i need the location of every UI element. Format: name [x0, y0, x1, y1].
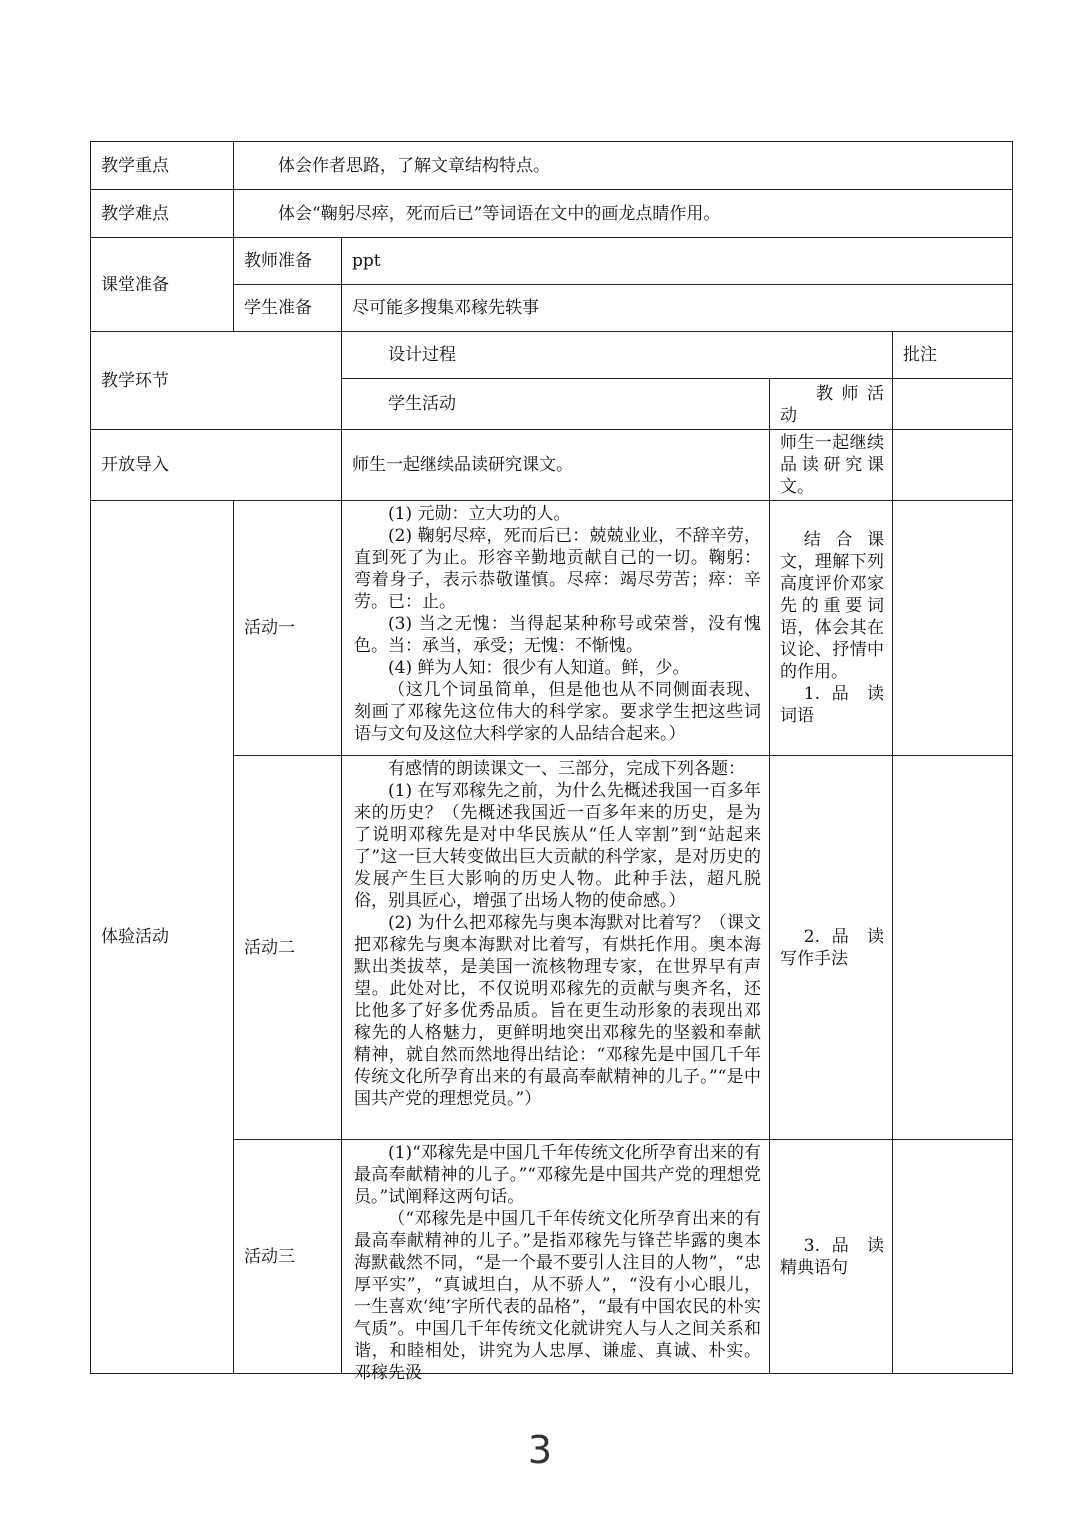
activity-2-line: 有感情的朗读课文一、三部分，完成下列各题：	[388, 759, 745, 779]
intro-label: 开放导入	[91, 430, 342, 501]
intro-student: 师生一起继续品读研究课文。	[342, 430, 770, 501]
focus-label: 教学重点	[91, 142, 234, 190]
activity-3-clip	[354, 1142, 761, 1383]
student-activity-label: 学生活动	[342, 379, 770, 430]
activity-1-label: 活动一	[234, 501, 342, 756]
page-number: 3	[527, 1428, 553, 1472]
note-empty-header	[893, 379, 1013, 430]
activity-1-note	[893, 501, 1013, 756]
prep-label: 课堂准备	[91, 238, 234, 332]
teacher-prep-label: 教师准备	[234, 238, 342, 285]
stage-label: 教学环节	[91, 332, 342, 430]
activity-1-line: （这几个词虽简单，但是他也从不同侧面表现、刻画了邓稼先这位伟大的科学家。要求学生把这些词语与文句及这位大科学家的人品结合起来。）	[354, 680, 761, 744]
activity-3-label: 活动三	[234, 1140, 342, 1374]
activity-3-line: (1)“邓稼先是中国几千年传统文化所孕育出来的有最高奉献精神的儿子。”“邓稼先是中国共产党的理想党员。”试阐释这两句话。	[354, 1143, 761, 1207]
student-prep-label: 学生准备	[234, 285, 342, 332]
lesson-plan-table	[90, 141, 1013, 1383]
activity-2-note	[893, 756, 1013, 1140]
activity-2-teacher	[770, 756, 893, 1140]
activity-1-line: (1) 元勋：立大功的人。	[388, 504, 571, 524]
intro-note	[893, 430, 1013, 501]
prep-teacher-row	[91, 238, 1013, 285]
intro-teacher: 师生一起继续品读研究课文。	[770, 430, 893, 501]
activity-1-line: (4) 鲜为人知：很少有人知道。鲜，少。	[388, 658, 690, 678]
activity-1-row	[91, 501, 1013, 756]
intro-row	[91, 430, 1013, 501]
activity-3-teacher-title: 3. 品 读 精典语句	[780, 1235, 884, 1278]
activity-3-teacher	[770, 1140, 893, 1374]
teacher-prep-value: ppt	[342, 238, 1013, 285]
activity-2-teacher-title: 2. 品 读 写作手法	[780, 926, 884, 969]
note-label: 批注	[893, 332, 1013, 379]
difficulty-content: 体会“鞠躬尽瘁，死而后已”等词语在文中的画龙点睛作用。	[234, 190, 1013, 238]
activity-1-content	[342, 501, 770, 756]
activity-2-line: (2) 为什么把邓稼先与奥本海默对比着写？（课文把邓稼先与奥本海默对比着写，有烘托作用。奥本海默出类拔萃，是美国一流核物理专家，在世界早有声望。此处对比，不仅说明邓稼先的贡献与奥齐名，还比他多了好多优秀品质。旨在更生动形象的表现出邓稼先的人格魅力，更鲜明地突出邓稼先的坚毅和奉献精神，就自然而然地得出结论：“邓稼先是中国几千年传统文化所孕育出来的有最高奉献精神的儿子。”“是中国共产党的理想党员。”）	[354, 913, 761, 1109]
activity-3-line: （“邓稼先是中国几千年传统文化所孕育出来的有最高奉献精神的儿子。”是指邓稼先与锋芒毕露的奥本海默截然不同，“是一个最不要引人注目的人物”，“忠厚平实”，“真诚坦白，从不骄人”，“没有小心眼儿，一生喜欢‘纯’字所代表的品格”，“最有中国农民的朴实气质”。中国几千年传统文化就讲究人与人之间关系和谐，和睦相处，讲究为人忠厚、谦虚、真诚、朴实。邓稼先汲	[354, 1209, 761, 1383]
activity-1-teacher-intro: 结 合 课 文，理解下列高度评价邓家先的重要词语，体会其在议论、抒情中的作用。	[780, 530, 884, 682]
activity-1-line: (3) 当之无愧：当得起某种称号或荣誉，没有愧色。当：承当，承受；无愧：不惭愧。	[354, 614, 761, 656]
experience-label: 体验活动	[91, 501, 234, 1374]
focus-row	[91, 142, 1013, 190]
teacher-activity-label	[770, 379, 893, 430]
activity-2-label: 活动二	[234, 756, 342, 1140]
activity-3-note	[893, 1140, 1013, 1374]
focus-content: 体会作者思路，了解文章结构特点。	[234, 142, 1013, 190]
activity-1-line: (2) 鞠躬尽瘁，死而后已：兢兢业业，不辞辛劳，直到死了为止。形容辛勤地贡献自己的一切。鞠躬：弯着身子，表示恭敬谨慎。尽瘁：竭尽劳苦；瘁：辛劳。已：止。	[354, 526, 761, 612]
activity-2-content	[342, 756, 770, 1140]
activity-1-teacher	[770, 501, 893, 756]
difficulty-row	[91, 190, 1013, 238]
difficulty-label: 教学难点	[91, 190, 234, 238]
student-prep-value: 尽可能多搜集邓稼先轶事	[342, 285, 1013, 332]
design-process-label: 设计过程	[342, 332, 893, 379]
activity-1-teacher-title: 1. 品 读 词语	[780, 684, 884, 726]
activity-2-line: (1) 在写邓稼先之前，为什么先概述我国一百多年来的历史？（先概述我国近一百多年来的历史，是为了说明邓稼先是对中华民族从“任人宰割”到“站起来了”这一巨大转变做出巨大贡献的科学家，是对历史的发展产生巨大影响的历史人物。此种手法，超凡脱俗，别具匠心，增强了出场人物的使命感。）	[354, 781, 761, 911]
activity-3-content	[342, 1140, 770, 1383]
header-row-1	[91, 332, 1013, 379]
teacher-activity-text: 教 师 活 动	[780, 384, 884, 426]
